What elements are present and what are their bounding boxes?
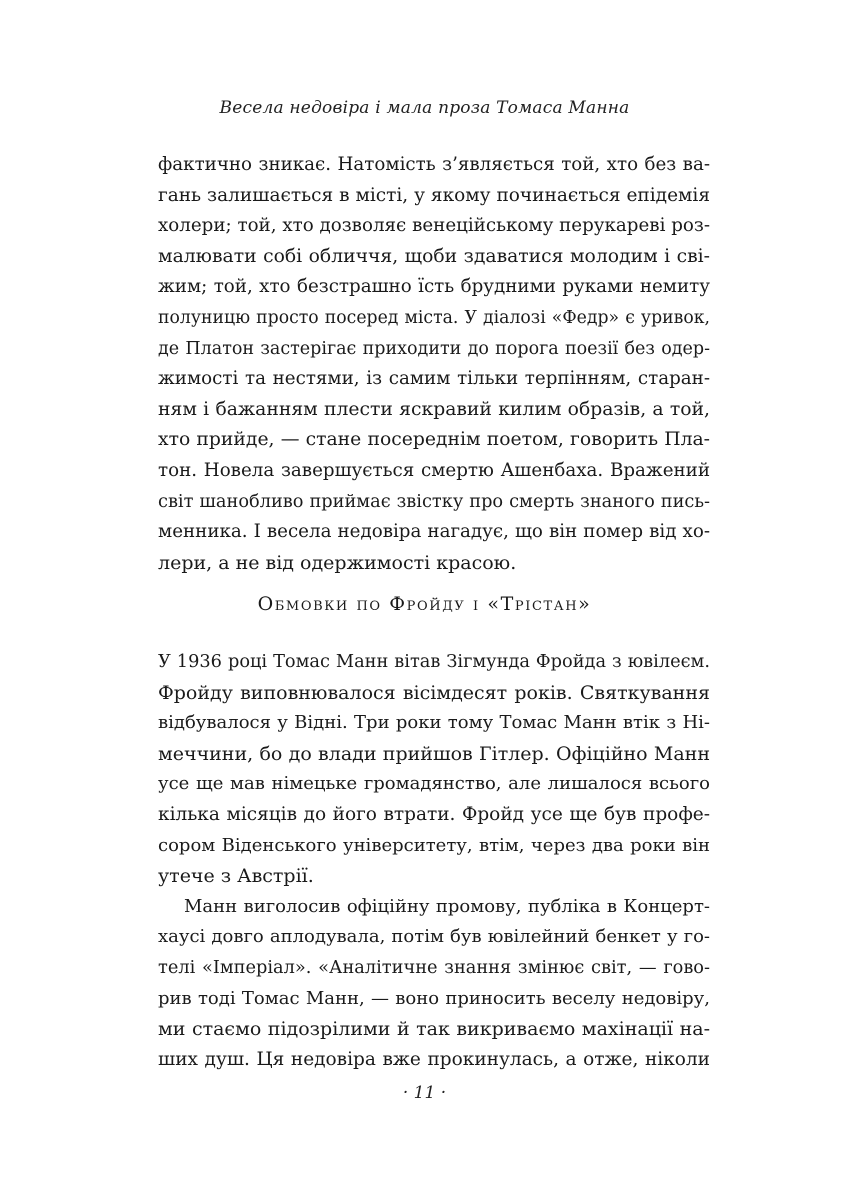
page-number: · 11 · [402,1083,447,1103]
text-line: жимості та нестями, із самим тільки терпінням, старан- [158,368,710,390]
text-line: телі «Імперіал». «Аналітичне знання змінює світ, — гово- [158,957,710,978]
text-line: холери; той, хто дозволяє венеційському перукареві роз- [158,215,710,237]
body-text-section [158,647,710,1075]
text-line: лери, а не від одержимості красою. [158,551,517,574]
text-line: У 1936 році Томас Манн вітав Зігмунда Фройда з ювілеєм. [158,652,710,672]
text-line: утече з Австрії. [158,865,314,888]
text-line: ням і бажанням плести яскравий килим образів, а той, [158,398,710,420]
text-line: ми стаємо підозрілими й так викриваємо махінації на- [158,1018,710,1041]
text-line: малювати собі обличчя, щоби здаватися молодим і сві- [158,245,710,267]
text-line: жим; той, хто безстрашно їсть брудними руками немиту [158,276,710,298]
text-line: ших душ. Ця недовіра вже прокинулась, а отже, ніколи [158,1048,710,1070]
text-line: сором Віденського університету, втім, через два роки він [158,834,710,856]
text-line: гань залишається в місті, у якому починається епідемія [158,184,710,206]
text-line: Манн виголосив офіційну промову, публіка в Концерт- [184,895,710,917]
running-header: Весела недовіра і мала проза Томаса Манна [219,98,630,118]
text-line: хаусі довго аплодувала, потім був ювілейний бенкет у го- [158,926,710,948]
text-line: відбувалося у Відні. Три роки тому Томас Манн втік з Ні- [158,712,710,734]
text-line: світ шанобливо приймає звістку про смерть знаного пись- [158,491,710,512]
text-line: менника. І весела недовіра нагадує, що він помер від хо- [158,521,710,543]
text-line: фактично зникає. Натомість з’являється той, хто без ва- [158,154,710,175]
text-line: Фройду виповнювалося вісімдесят років. Святкування [158,681,710,704]
text-line: де Платон застерігає приходити до порога поезії без одер- [158,338,710,359]
text-line: рив тоді Томас Манн, — воно приносить веселу недовіру, [158,987,710,1009]
text-line: кілька місяців до його втрати. Фройд усе ще був профе- [158,803,710,825]
text-line: тон. Новела завершується смертю Ашенбаха. Вражений [158,459,710,481]
section-heading: Обмовки по Фройду і «Трістан» [257,593,592,615]
text-line: меччини, бо до влади прийшов Гітлер. Офіційно Манн [158,742,710,765]
body-text-continued [158,150,710,578]
text-line: хто прийде, — стане посереднім поетом, говорить Пла- [158,429,710,451]
text-line: усе ще мав німецьке громадянство, але лишалося всього [158,773,710,795]
text-line: полуницю просто посеред міста. У діалозі «Федр» є уривок, [158,307,710,328]
